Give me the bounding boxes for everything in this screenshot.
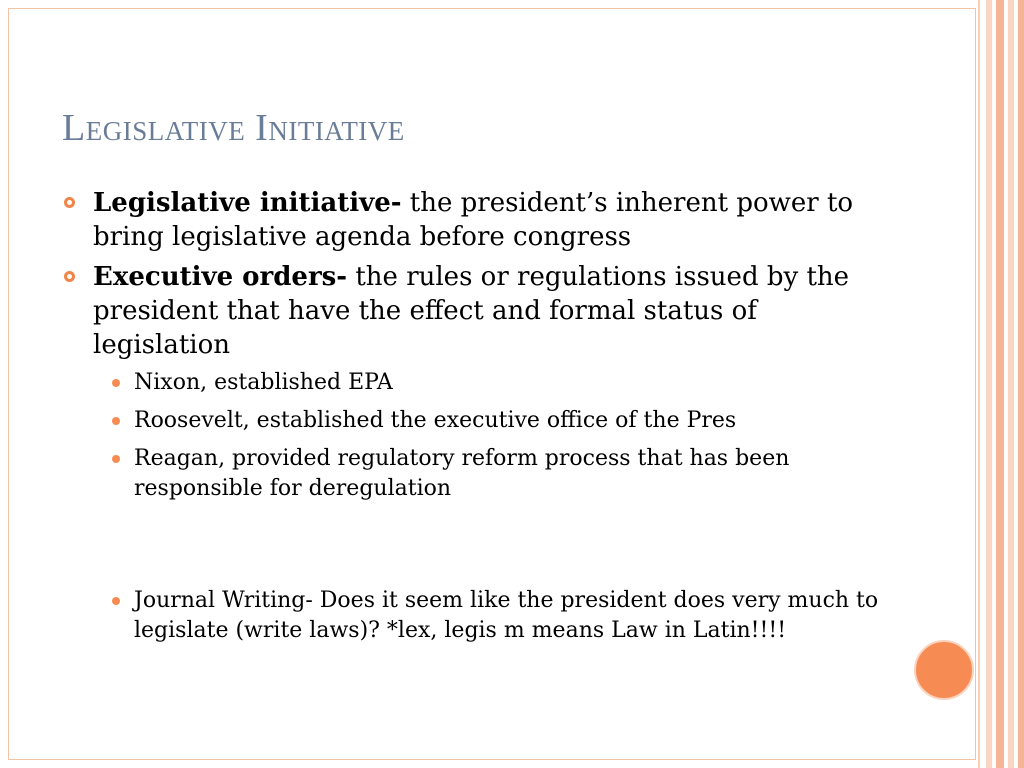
decorative-stripes [976, 0, 1024, 768]
bullet-legislative-initiative [60, 186, 890, 254]
stripe [986, 0, 992, 768]
stripe [1008, 0, 1014, 768]
bullet-executive-orders [60, 260, 890, 362]
term-executive-orders: Executive orders- [93, 262, 348, 292]
term-legislative-initiative: Legislative initiative- [93, 188, 402, 218]
journal-writing-prompt: Journal Writing- Does it seem like the president does very much to legislate (write laws)? *lex, legis m means Law in Latin!!!! [134, 588, 879, 643]
example-nixon: Nixon, established EPA [134, 370, 393, 395]
stripe [978, 0, 980, 768]
ring-bullet-icon [64, 271, 75, 282]
list-item [60, 586, 890, 646]
spacer [60, 512, 890, 586]
slide-title: Legislative Initiative [62, 107, 405, 149]
dot-bullet-icon [112, 379, 120, 387]
definition-legislative-initiative: the president’s inherent power to bring legislative agenda before congress [93, 188, 854, 252]
slide-content [60, 186, 890, 654]
stripe [996, 0, 1004, 768]
stripe [1018, 0, 1024, 768]
executive-orders-examples [60, 368, 890, 646]
example-reagan: Reagan, provided regulatory reform process that has been responsible for deregulation [134, 446, 790, 501]
decorative-circle [914, 640, 974, 700]
dot-bullet-icon [112, 597, 120, 605]
dot-bullet-icon [112, 455, 120, 463]
ring-bullet-icon [64, 197, 75, 208]
list-item [60, 444, 890, 504]
list-item [60, 406, 890, 436]
example-roosevelt: Roosevelt, established the executive office of the Pres [134, 408, 737, 433]
dot-bullet-icon [112, 417, 120, 425]
list-item [60, 368, 890, 398]
definition-executive-orders: the rules or regulations issued by the president that have the effect and formal status of legislation [93, 262, 850, 360]
